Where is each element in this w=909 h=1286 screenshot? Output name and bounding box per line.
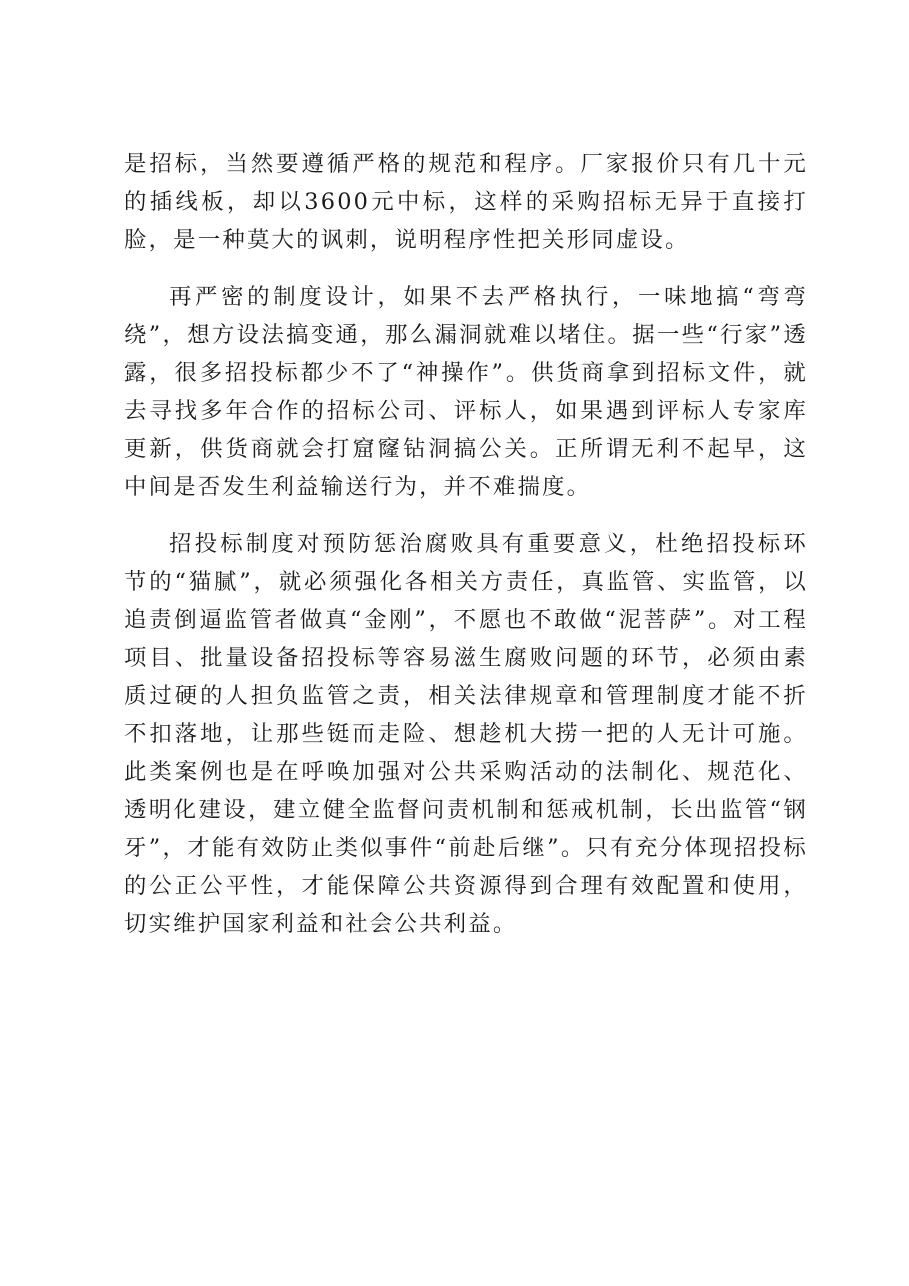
paragraph-2: 再严密的制度设计，如果不去严格执行，一味地搞“弯弯绕”，想方设法搞变通，那么漏洞就难以堵住。据一些“行家”透露，很多招投标都少不了“神操作”。供货商拿到招标文件，就去寻找多年合作的招标公司、评标人，如果遇到评标人专家库更新，供货商就会打窟窿钻洞搞公关。正所谓无利不起早，这中间是否发生利益输送行为，并不难揣度。 [124, 284, 808, 500]
document-body [124, 145, 808, 943]
paragraph-3: 招投标制度对预防惩治腐败具有重要意义，杜绝招投标环节的“猫腻”，就必须强化各相关方责任，真监管、实监管，以追责倒逼监管者做真“金刚”，不愿也不敢做“泥菩萨”。对工程项目、批量设备招投标等容易滋生腐败问题的环节，必须由素质过硬的人担负监管之责，相关法律规章和管理制度才能不折不扣落地，让那些铤而走险、想趁机大捞一把的人无计可施。此类案例也是在呼唤加强对公共采购活动的法制化、规范化、透明化建设，建立健全监督问责机制和惩戒机制，长出监管“钢牙”，才能有效防止类似事件“前赴后继”。只有充分体现招投标的公正公平性，才能保障公共资源得到合理有效配置和使用，切实维护国家利益和社会公共利益。 [124, 531, 808, 937]
paragraph-1: 是招标，当然要遵循严格的规范和程序。厂家报价只有几十元的插线板，却以3600元中标，这样的采购招标无异于直接打脸，是一种莫大的讽刺，说明程序性把关形同虚设。 [124, 151, 808, 253]
